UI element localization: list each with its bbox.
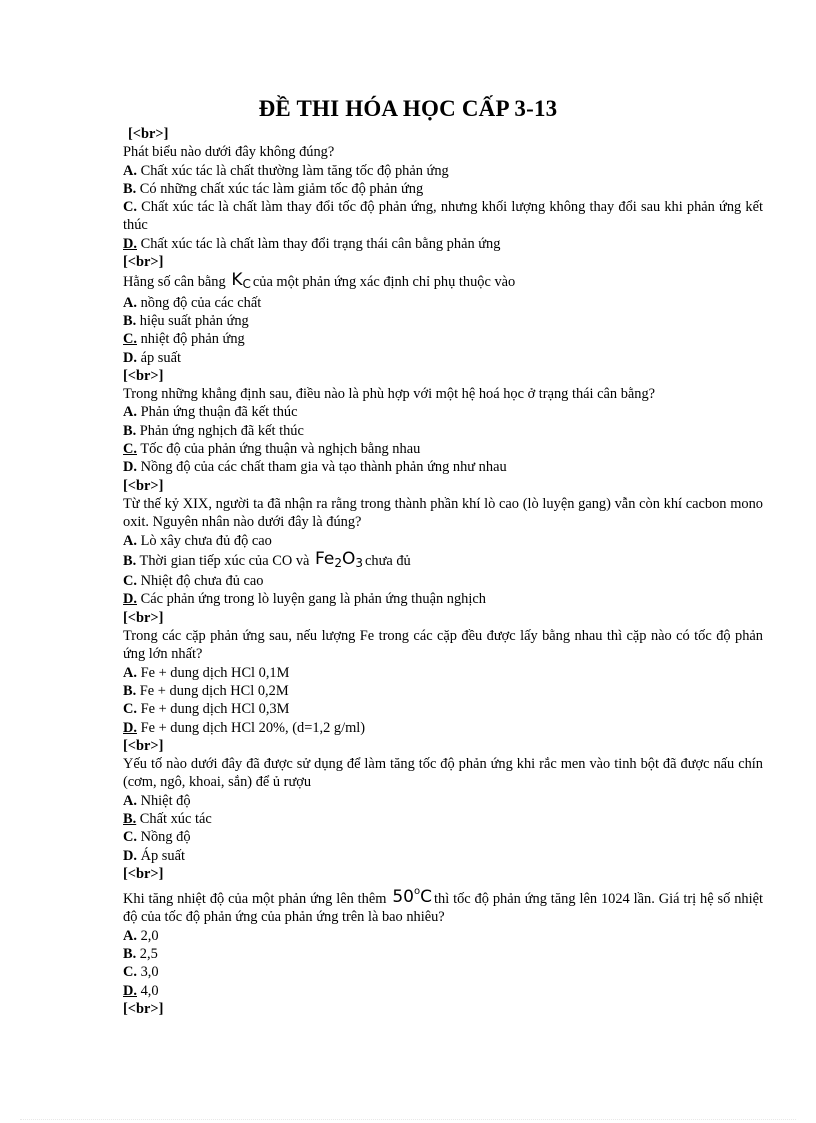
option-text: Fe + dung dịch HCl 0,3M: [137, 701, 290, 718]
separator: [<br>]: [123, 477, 164, 494]
option: [123, 572, 763, 590]
question-text-after: thì tốc độ phản ứng tăng lên 1024 lần. Giá trị hệ số nhiệt độ của tốc độ phản ứng của phản ứng trên là bao nhiêu?: [123, 891, 763, 926]
option-text: hiệu suất phản ứng: [136, 312, 249, 329]
option-letter: C.: [123, 964, 137, 981]
option: [123, 963, 763, 981]
math-num: 50: [392, 887, 414, 908]
page-title: ĐỀ THI HÓA HỌC CẤP 3-13: [258, 96, 558, 121]
correct-option-letter: D.: [123, 719, 137, 736]
correct-option-letter: D.: [123, 235, 137, 252]
option: [123, 664, 763, 682]
option: [123, 180, 763, 198]
option-text: Áp suất: [137, 847, 185, 864]
option-letter: B.: [123, 946, 137, 963]
option-text: 3,0: [137, 964, 159, 981]
option: [123, 590, 763, 608]
option-letter: A.: [123, 927, 137, 944]
option-text: Chất xúc tác là chất làm thay đổi tốc độ phản ứng, nhưng khối lượng không thay đổi sau khi phản ứng kết thúc: [123, 199, 763, 234]
option: [123, 847, 763, 865]
equilibrium-constant-formula: [231, 270, 251, 290]
option: [123, 810, 763, 828]
separator: [<br>]: [123, 254, 164, 271]
exam-content: [123, 125, 763, 1018]
option-letter: B.: [123, 312, 137, 329]
question-6-text: Yếu tố nào dưới đây đã được sử dụng để làm tăng tốc độ phản ứng khi rắc men vào tinh bột đã được nấu chín (cơm, ngô, khoai, sắn) để ủ rượu: [123, 756, 763, 791]
option-text: 2,5: [136, 946, 158, 963]
option: [123, 312, 763, 330]
option-text: Fe + dung dịch HCl 0,1M: [137, 664, 290, 681]
option-text: Tốc độ của phản ứng thuận và nghịch bằng nhau: [137, 441, 421, 458]
option-letter: A.: [123, 532, 137, 549]
option-text: Lò xây chưa đủ độ cao: [137, 532, 272, 549]
option: [123, 458, 763, 476]
option-letter: B.: [123, 180, 137, 197]
option-text: Chất xúc tác: [136, 810, 212, 827]
option: [123, 828, 763, 846]
option-letter: A.: [123, 792, 137, 809]
math-o-sub: 3: [355, 555, 363, 570]
correct-option-letter: C.: [123, 441, 137, 458]
option-letter: A.: [123, 404, 137, 421]
option: [123, 422, 763, 440]
iron-oxide-formula: [315, 549, 363, 569]
question-5-text: Trong các cặp phản ứng sau, nếu lượng Fe trong các cặp đều được lấy bằng nhau thì cặp nào có tốc độ phản ứng lớn nhất?: [123, 628, 763, 663]
math-degree: o: [414, 886, 421, 898]
option: [123, 532, 763, 550]
separator: [<br>]: [123, 865, 164, 882]
option-letter: D.: [123, 349, 137, 366]
question-text-before: Hằng số cân bằng: [123, 274, 226, 291]
option-letter: B.: [123, 552, 137, 569]
option-text: Nhiệt độ chưa đủ cao: [137, 573, 264, 590]
separator: [<br>]: [123, 737, 164, 754]
option-text: Có những chất xúc tác làm giảm tốc độ phản ứng: [136, 180, 424, 197]
question-2-text: [123, 271, 763, 293]
correct-option-letter: C.: [123, 331, 137, 348]
option: [123, 682, 763, 700]
separator: [<br>]: [128, 126, 169, 142]
temperature-formula: [392, 887, 432, 907]
option-text: Thời gian tiếp xúc của CO và: [136, 552, 310, 569]
question-text-before: Khi tăng nhiệt độ của một phản ứng lên thêm: [123, 891, 387, 908]
option: [123, 927, 763, 945]
option-letter: D.: [123, 459, 137, 476]
separator: [<br>]: [123, 367, 164, 384]
option: [123, 330, 763, 348]
option: [123, 403, 763, 421]
math-fe: Fe: [315, 548, 335, 569]
option-letter: C.: [123, 199, 137, 216]
option: [123, 294, 763, 312]
option-letter: A.: [123, 664, 137, 681]
option-text: nồng độ của các chất: [137, 294, 262, 311]
option-letter: A.: [123, 162, 137, 179]
question-7-text: [123, 883, 763, 927]
math-fe-sub: 2: [334, 555, 342, 570]
option-text: áp suất: [137, 349, 181, 366]
math-unit: C: [420, 887, 432, 908]
math-sub: C: [242, 277, 251, 292]
correct-option-letter: D.: [123, 982, 137, 999]
option: [123, 945, 763, 963]
question-1-text: Phát biểu nào dưới đây không đúng?: [123, 144, 335, 161]
option-text: Các phản ứng trong lò luyện gang là phản ứng thuận nghịch: [137, 591, 486, 608]
option-text: Chất xúc tác là chất thường làm tăng tốc độ phản ứng: [137, 162, 449, 179]
math-main: K: [231, 270, 243, 291]
option-text: 4,0: [137, 982, 159, 999]
option: [123, 550, 763, 572]
option: [123, 440, 763, 458]
option: [123, 162, 763, 180]
option-letter: C.: [123, 701, 137, 718]
option: [123, 792, 763, 810]
option: [123, 982, 763, 1000]
question-3-text: Trong những khẳng định sau, điều nào là phù hợp với một hệ hoá học ở trạng thái cân bằng?: [123, 386, 656, 403]
correct-option-letter: D.: [123, 591, 137, 608]
option-letter: D.: [123, 847, 137, 864]
question-4-text: Từ thế kỷ XIX, người ta đã nhận ra rằng trong thành phần khí lò cao (lò luyện gang) vẫn còn khí cacbon mono oxit. Nguyên nhân nào dưới đây là đúng?: [123, 495, 763, 531]
correct-option-letter: B.: [123, 810, 137, 827]
option-text-after: chưa đủ: [365, 552, 411, 569]
page-bottom-divider: [20, 1119, 796, 1120]
option: [123, 719, 763, 737]
option-text: Chất xúc tác là chất làm thay đổi trạng thái cân bằng phản ứng: [137, 235, 501, 252]
option-letter: C.: [123, 829, 137, 846]
option-letter: A.: [123, 294, 137, 311]
option-text: Fe + dung dịch HCl 0,2M: [136, 682, 289, 699]
separator: [<br>]: [123, 609, 164, 626]
option-text: 2,0: [137, 927, 159, 944]
option-letter: B.: [123, 682, 137, 699]
option-letter: B.: [123, 422, 137, 439]
option-text: Phản ứng thuận đã kết thúc: [137, 404, 298, 421]
separator: [<br>]: [123, 1000, 164, 1017]
option-text: Nồng độ của các chất tham gia và tạo thành phản ứng như nhau: [137, 459, 507, 476]
option-text: nhiệt độ phản ứng: [137, 331, 245, 348]
option: [123, 349, 763, 367]
option: [123, 700, 763, 718]
option-text: Phản ứng nghịch đã kết thúc: [136, 422, 304, 439]
option-text: Nồng độ: [137, 829, 191, 846]
option-letter: C.: [123, 573, 137, 590]
option-text: Nhiệt độ: [137, 792, 191, 809]
option: [123, 235, 763, 253]
option-text: Fe + dung dịch HCl 20%, (d=1,2 g/ml): [137, 719, 366, 736]
math-o: O: [341, 548, 356, 569]
question-text-after: của một phản ứng xác định chỉ phụ thuộc vào: [252, 274, 516, 291]
option: [123, 198, 763, 235]
